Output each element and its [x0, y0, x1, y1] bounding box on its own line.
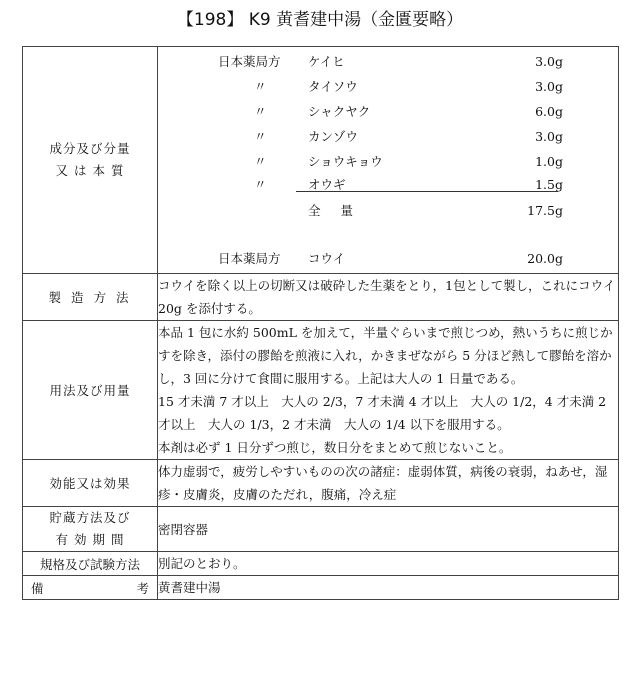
ingredient-row [158, 126, 618, 148]
ingredient-source: 〃 [254, 129, 267, 144]
manufacturing-label: 製 造 方 法 [23, 274, 158, 321]
storage-value: 密閉容器 [158, 507, 619, 552]
ingredient-name: ショウキョウ [308, 154, 383, 169]
ingredient-row [158, 51, 618, 73]
remarks-value: 黄耆建中湯 [158, 576, 619, 600]
ingredient-row [158, 151, 618, 173]
remarks-label [23, 576, 158, 600]
ingredient-name: シャクヤク [308, 104, 371, 119]
ingredient-name: オウギ [308, 177, 346, 192]
composition-value [158, 47, 619, 274]
storage-label-line2: 有 効 期 間 [55, 532, 125, 547]
ingredient-row [158, 174, 618, 196]
ingredient-amount: 6.0g [535, 104, 563, 119]
ingredient-source: 〃 [254, 79, 267, 94]
ingredient-list [158, 47, 618, 273]
composition-label-line2: 又 は 本 質 [55, 163, 125, 178]
ingredient-name: カンゾウ [308, 129, 359, 144]
composition-label [23, 47, 158, 274]
ingredient-amount: 1.5g [535, 177, 563, 192]
dosage-value [158, 321, 619, 460]
total-row [158, 200, 618, 222]
specs-label: 規格及び試験方法 [23, 552, 158, 576]
total-amount: 17.5g [527, 203, 563, 218]
total-label: 全量 [308, 203, 374, 218]
ingredient-source: 〃 [254, 177, 267, 192]
storage-label-line1: 貯蔵方法及び [49, 510, 131, 525]
ingredient-row [158, 101, 618, 123]
ingredient-source: 日本薬局方 [218, 54, 281, 69]
dosage-paragraph: 本品 1 包に水約 500mL を加えて，半量ぐらいまで煎じつめ，熱いうちに煎じかすを除き，添付の膠飴を煎液に入れ，かきまぜながら 5 分ほど熱して膠飴を溶かし，3 回に分けて食間に服用する。上記は大人の 1 日量である。 [158, 325, 613, 386]
storage-row [23, 507, 619, 552]
ingredient-name: ケイヒ [308, 54, 345, 69]
remarks-label-b: 考 [136, 580, 149, 596]
ingredient-name: コウイ [308, 251, 346, 266]
specs-row [23, 552, 619, 576]
efficacy-row [23, 460, 619, 507]
efficacy-label: 効能又は効果 [23, 460, 158, 507]
composition-label-line1: 成分及び分量 [49, 141, 131, 156]
remarks-row [23, 576, 619, 600]
monograph-table [22, 46, 619, 600]
efficacy-value: 体力虚弱で，疲労しやすいものの次の諸症：虚弱体質，病後の衰弱，ねあせ，湿疹・皮膚炎，皮膚のただれ，腹痛，冷え症 [158, 460, 619, 507]
page-title: 【198】 K9 黄耆建中湯（金匱要略） [176, 10, 464, 30]
dosage-row [23, 321, 619, 460]
ingredient-amount: 3.0g [535, 79, 563, 94]
dosage-label: 用法及び用量 [23, 321, 158, 460]
ingredient-source: 〃 [254, 104, 267, 119]
ingredient-amount: 3.0g [535, 129, 563, 144]
manufacturing-value: コウイを除く以上の切断又は破砕した生薬をとり，1包として製し，これにコウイ 20g を添付する。 [158, 274, 619, 321]
ingredient-row [158, 76, 618, 98]
ingredient-source: 〃 [254, 154, 267, 169]
manufacturing-row [23, 274, 619, 321]
specs-value: 別記のとおり。 [158, 552, 619, 576]
ingredient-amount: 20.0g [527, 251, 563, 266]
subtotal-rule [296, 191, 558, 192]
dosage-paragraph: 15 才未満 7 才以上 大人の 2/3，7 才未満 4 才以上 大人の 1/2，4 才未満 2 才以上 大人の 1/3，2 才未満 大人の 1/4 以下を服用する。 [158, 394, 607, 432]
ingredient-name: タイソウ [308, 79, 358, 94]
extra-ingredient-row [158, 248, 618, 270]
ingredient-amount: 1.0g [535, 154, 563, 169]
composition-row [23, 47, 619, 274]
ingredient-source: 日本薬局方 [218, 251, 281, 266]
storage-label [23, 507, 158, 552]
ingredient-amount: 3.0g [535, 54, 563, 69]
remarks-label-a: 備 [31, 580, 44, 596]
dosage-paragraph: 本剤は必ず 1 日分ずつ煎じ，数日分をまとめて煎じないこと。 [158, 440, 512, 455]
